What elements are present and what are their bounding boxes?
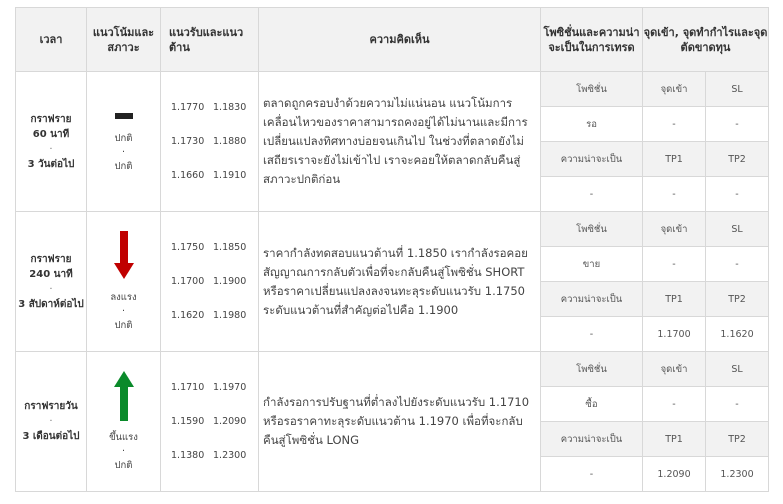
resistance-value: 1.1910 (213, 169, 247, 181)
level-pair (171, 405, 258, 439)
dot-separator: · (49, 143, 53, 155)
dot-separator: · (121, 445, 126, 457)
header-position: โพซิชั่นและความน่าจะเป็นในการเทรด (541, 8, 643, 72)
header-entry: จุดเข้า, จุดทำกำไรและจุดตัดขาดทุน (643, 8, 769, 72)
dot-separator: · (49, 416, 53, 427)
position-label: โพซิชั่น (541, 352, 643, 387)
level-pair (171, 91, 258, 125)
entry-label: จุดเข้า (643, 212, 706, 247)
trend-cell (87, 72, 161, 212)
levels-cell (161, 352, 259, 492)
dash-icon (114, 110, 134, 122)
probability-label: ความน่าจะเป็น (541, 142, 643, 177)
dot-separator: · (121, 305, 126, 317)
resistance-value: 1.1880 (213, 135, 247, 147)
period-sub: 60 นาที (32, 128, 70, 140)
sl-value: - (706, 107, 769, 142)
condition-label: ปกติ (114, 160, 133, 172)
tp1-label: TP1 (643, 282, 706, 317)
header-opinion: ความคิดเห็น (259, 8, 541, 72)
entry-label: จุดเข้า (643, 72, 706, 107)
condition-label: ปกติ (114, 459, 133, 471)
horizon-label: 3 วันต่อไป (27, 158, 75, 170)
tp1-label: TP1 (643, 142, 706, 177)
resistance-value: 1.2090 (213, 415, 247, 427)
trend-label: ปกติ (114, 132, 133, 144)
level-pair (171, 159, 258, 193)
period-cell (16, 212, 87, 352)
tp2-value: - (706, 177, 769, 212)
sl-value: - (706, 387, 769, 422)
trend-label: ลงแรง (110, 291, 137, 303)
probability-label: ความน่าจะเป็น (541, 282, 643, 317)
probability-label: ความน่าจะเป็น (541, 422, 643, 457)
header-trend: แนวโน้มและสภาวะ (87, 8, 161, 72)
tp2-label: TP2 (706, 142, 769, 177)
horizon-label: 3 เดือนต่อไป (22, 431, 80, 442)
dot-separator: · (49, 283, 53, 295)
levels-cell (161, 212, 259, 352)
resistance-value: 1.2300 (213, 449, 247, 461)
support-value: 1.1750 (171, 241, 205, 253)
trend-label: ขึ้นแรง (109, 431, 138, 443)
trend-cell (87, 352, 161, 492)
table-row (16, 72, 769, 107)
level-pair (171, 125, 258, 159)
period-sub: 240 นาที (29, 268, 73, 280)
period-cell (16, 72, 87, 212)
support-value: 1.1620 (171, 309, 205, 321)
header-levels: แนวรับและแนวต้าน (161, 8, 259, 72)
position-label: โพซิชั่น (541, 212, 643, 247)
opinion-text: ราคากำลังทดสอบแนวต้านที่ 1.1850 เรากำลังรอคอยสัญญาณการกลับตัวเพื่อที่จะกลับคืนสู่โพซิชั่น SHORT หรือราคาเปลี่ยนแปลงลงจนทะลุระดับแนวรับ 1.1750 ระดับแนวต้านที่สำคัญต่อไปคือ 1.1900 (259, 212, 541, 352)
levels-cell (161, 72, 259, 212)
sl-label: SL (706, 352, 769, 387)
entry-value: - (643, 107, 706, 142)
period-label: กราฟรายวัน (24, 401, 78, 412)
resistance-value: 1.1900 (213, 275, 247, 287)
period-label: กราฟราย (30, 253, 72, 265)
header-row (16, 8, 769, 72)
tp2-label: TP2 (706, 422, 769, 457)
probability-value: - (541, 457, 643, 492)
entry-label: จุดเข้า (643, 352, 706, 387)
trend-cell (87, 212, 161, 352)
position-value: รอ (541, 107, 643, 142)
tp2-label: TP2 (706, 282, 769, 317)
period-label: กราฟราย (30, 113, 72, 125)
opinion-text: กำลังรอการปรับฐานที่ต่ำลงไปยังระดับแนวรับ 1.1710 หรือรอราคาทะลุระดับแนวต้าน 1.1970 เพื่อที่จะกลับคืนสู่โพซิชั่น LONG (259, 352, 541, 492)
red-down-arrow-icon (114, 231, 134, 281)
level-pair (171, 439, 258, 473)
resistance-value: 1.1980 (213, 309, 247, 321)
support-value: 1.1710 (171, 381, 205, 393)
position-value: ซื้อ (541, 387, 643, 422)
entry-value: - (643, 247, 706, 282)
sl-value: - (706, 247, 769, 282)
support-value: 1.1660 (171, 169, 205, 181)
support-value: 1.1730 (171, 135, 205, 147)
level-pair (171, 371, 258, 405)
tp1-value: - (643, 177, 706, 212)
sl-label: SL (706, 212, 769, 247)
support-value: 1.1590 (171, 415, 205, 427)
horizon-label: 3 สัปดาห์ต่อไป (18, 298, 84, 310)
resistance-value: 1.1850 (213, 241, 247, 253)
tp1-value: 1.2090 (643, 457, 706, 492)
table-row (16, 212, 769, 247)
tp2-value: 1.2300 (706, 457, 769, 492)
forecast-table (15, 7, 769, 492)
header-time: เวลา (16, 8, 87, 72)
probability-value: - (541, 177, 643, 212)
tp1-label: TP1 (643, 422, 706, 457)
sl-label: SL (706, 72, 769, 107)
support-value: 1.1770 (171, 101, 205, 113)
resistance-value: 1.1830 (213, 101, 247, 113)
condition-label: ปกติ (114, 319, 133, 331)
probability-value: - (541, 317, 643, 352)
support-value: 1.1700 (171, 275, 205, 287)
support-value: 1.1380 (171, 449, 205, 461)
dot-separator: · (121, 146, 126, 158)
resistance-value: 1.1970 (213, 381, 247, 393)
green-up-arrow-icon (114, 371, 134, 421)
level-pair (171, 231, 258, 265)
position-label: โพซิชั่น (541, 72, 643, 107)
opinion-text: ตลาดถูกครอบงำด้วยความไม่แน่นอน แนวโน้มการเคลื่อนไหวของราคาสามารถคงอยู่ได้ไม่นานและมีการเปลี่ยนแปลงทิศทางบ่อยจนเกินไป ในช่วงที่ตลาดยังไม่เสถียรเราจะยังไม่เข้าไป เราจะคอยให้ตลาดกลับคืนสู่สภาวะปกติก่อน (259, 72, 541, 212)
level-pair (171, 265, 258, 299)
tp2-value: 1.1620 (706, 317, 769, 352)
level-pair (171, 299, 258, 333)
entry-value: - (643, 387, 706, 422)
table-row (16, 352, 769, 387)
period-cell (16, 352, 87, 492)
tp1-value: 1.1700 (643, 317, 706, 352)
position-value: ขาย (541, 247, 643, 282)
